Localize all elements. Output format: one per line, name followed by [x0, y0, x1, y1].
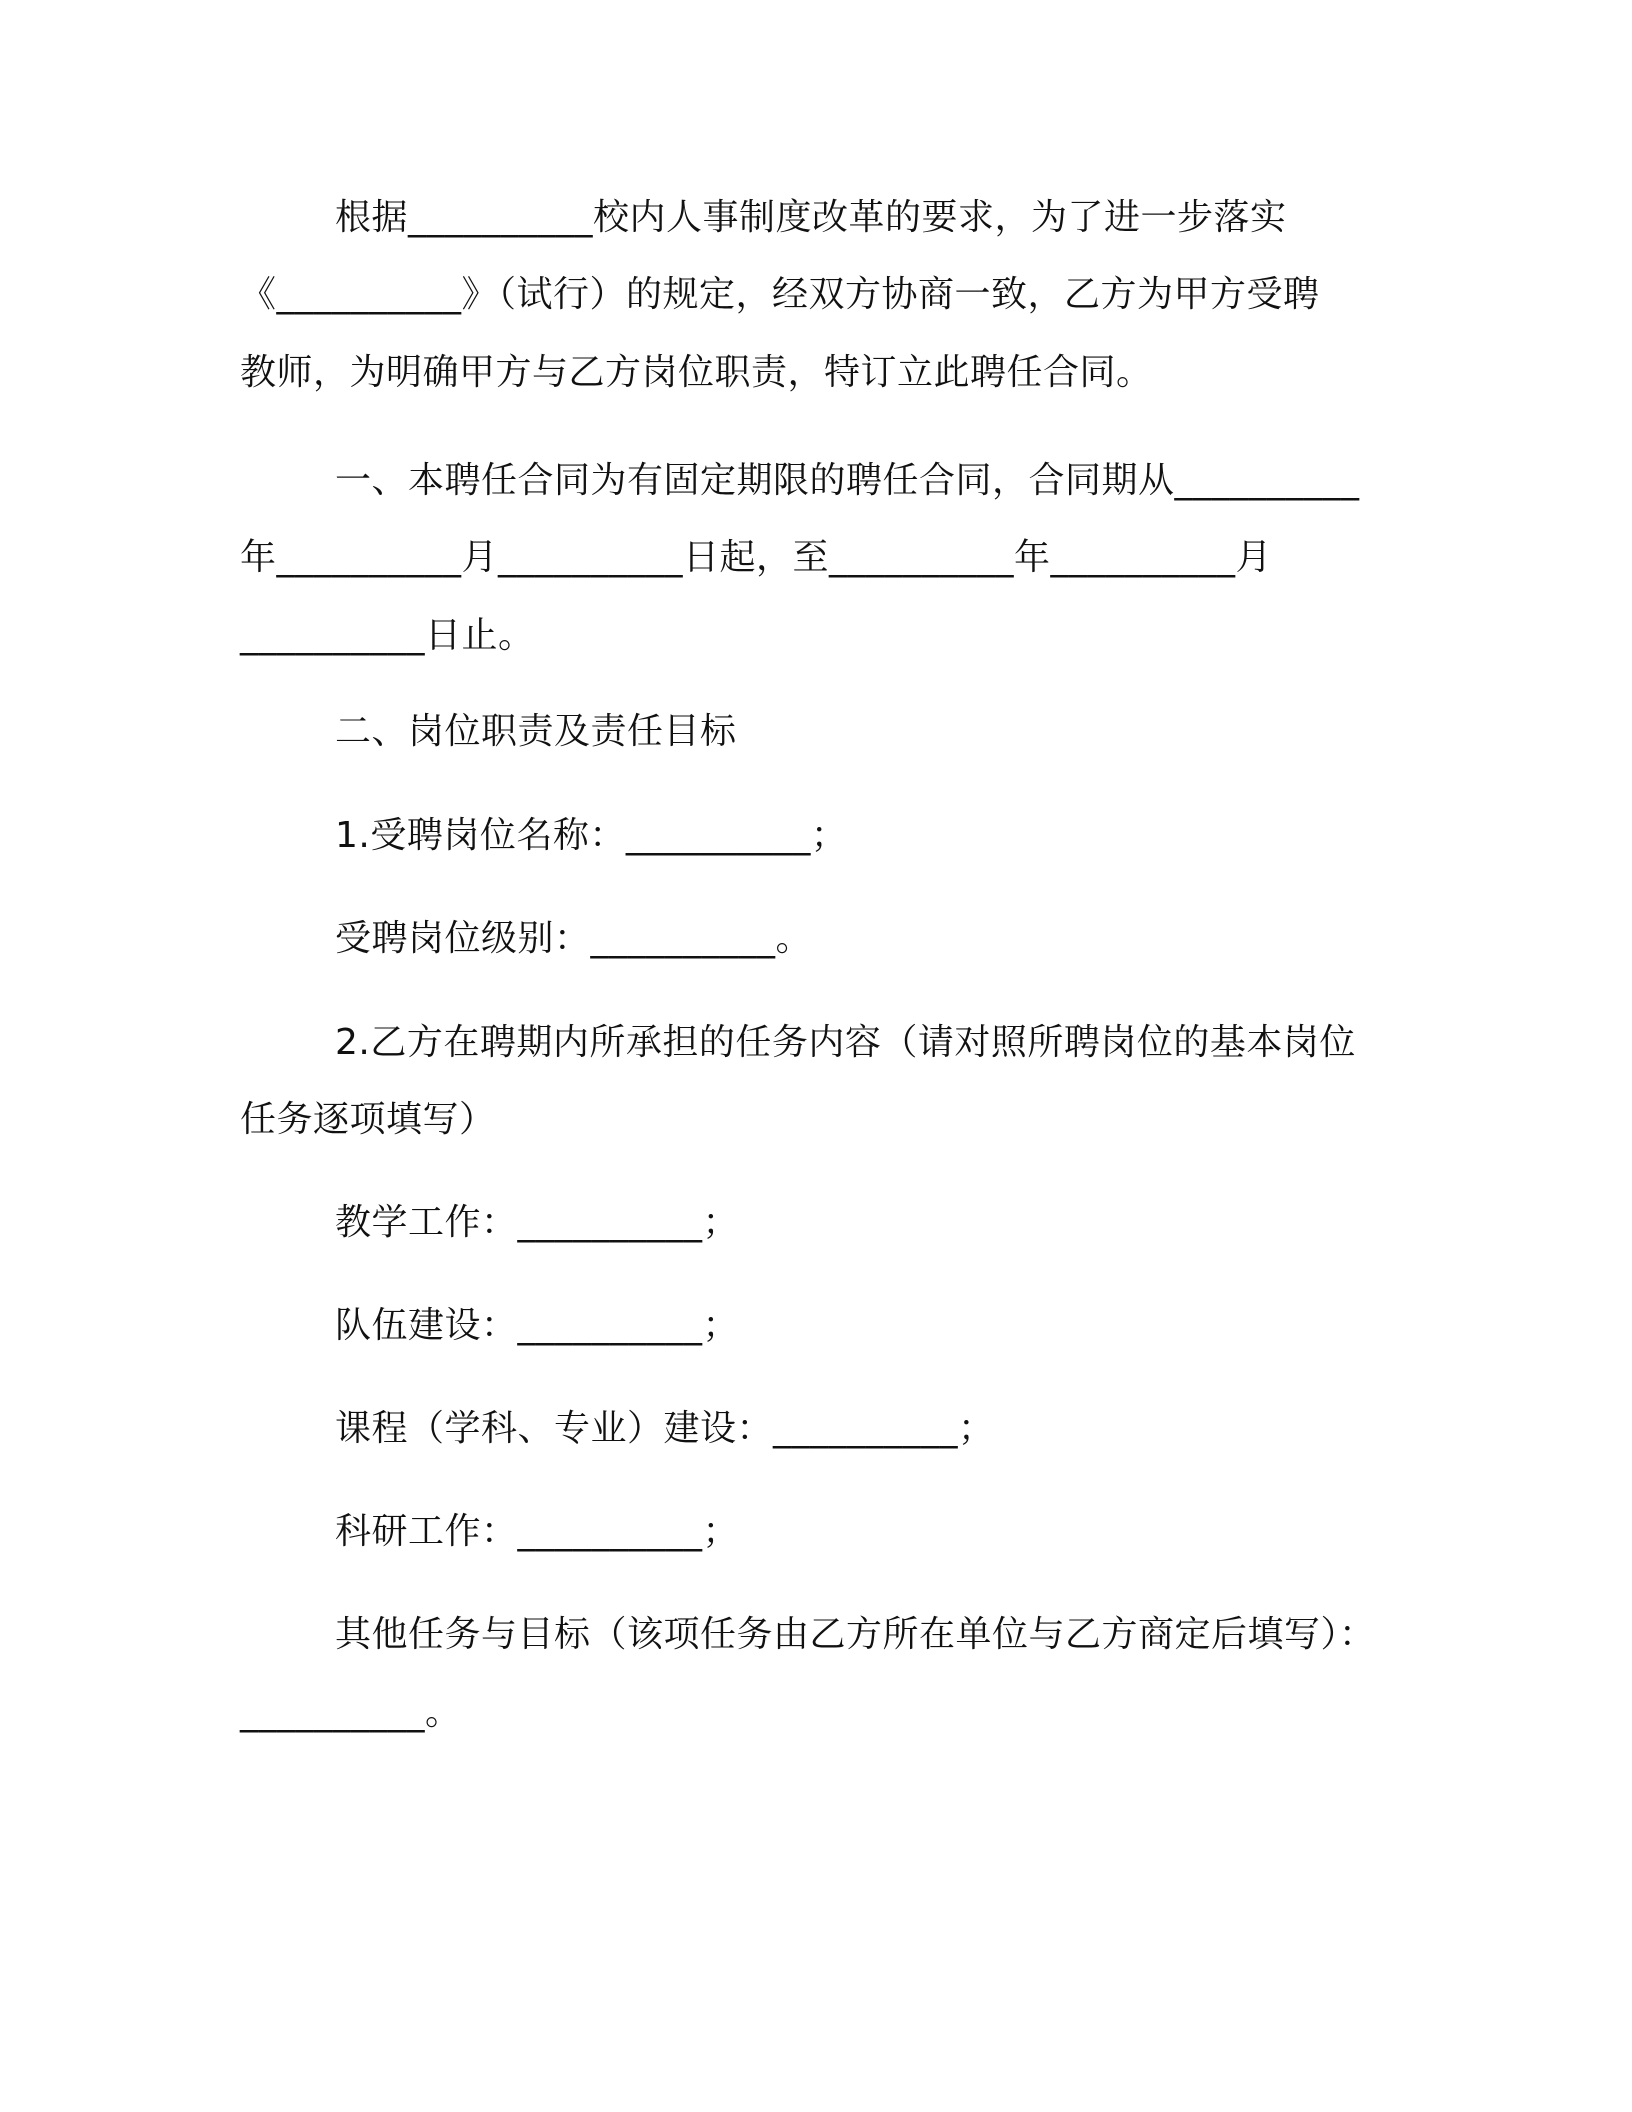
item-research: 科研工作：__________； [335, 1511, 740, 1552]
paragraph-intro-line-1: 根据__________校内人事制度改革的要求，为了进一步落实 [335, 197, 1287, 238]
item-post-name: 1.受聘岗位名称：__________； [335, 815, 848, 856]
item-other-line-1: 其他任务与目标（该项任务由乙方所在单位与乙方商定后填写）： [335, 1614, 1376, 1655]
item-post-level: 受聘岗位级别：__________。 [335, 918, 813, 959]
paragraph-intro-line-2: 《__________》（试行）的规定，经双方协商一致，乙方为甲方受聘 [240, 274, 1320, 315]
item-tasks-line-2: 任务逐项填写） [240, 1099, 496, 1140]
item-other-line-2: __________。 [240, 1692, 462, 1733]
clause-1-line-3: __________日止。 [240, 615, 535, 656]
item-team-building: 队伍建设：__________； [335, 1305, 740, 1346]
item-teaching: 教学工作：__________； [335, 1202, 740, 1243]
clause-1-line-2: 年__________月__________日起，至__________年__________月 [240, 537, 1273, 578]
paragraph-intro-line-3: 教师，为明确甲方与乙方岗位职责，特订立此聘任合同。 [240, 352, 1153, 393]
item-tasks-line-1: 2.乙方在聘期内所承担的任务内容（请对照所聘岗位的基本岗位 [335, 1022, 1356, 1063]
clause-1-line-1: 一、本聘任合同为有固定期限的聘任合同，合同期从__________ [335, 460, 1360, 501]
section-2-heading: 二、岗位职责及责任目标 [335, 711, 737, 752]
item-curriculum: 课程（学科、专业）建设：__________； [335, 1408, 995, 1449]
